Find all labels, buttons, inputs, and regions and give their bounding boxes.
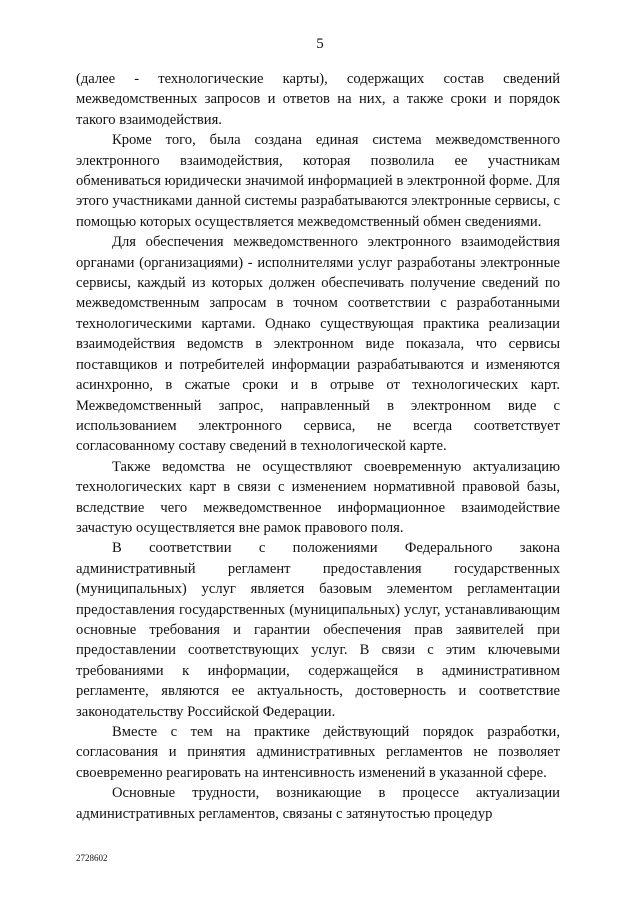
- paragraph: Вместе с тем на практике действующий порядок разработки, согласования и принятия административных регламентов не позволяет своевременно реагировать на интенсивность изменений в указанной сфере.: [76, 724, 560, 781]
- document-code: 2728602: [76, 853, 108, 863]
- paragraph: В соответствии с положениями Федерального закона административный регламент предоставления государственных (муниципальных) услуг является базовым элементом регламентации предоставления государственных (муниципальных) услуг, устанавливающим основные требования и гарантии обеспечения прав заявителей при предоставлении соответствующих услуг. В связи с этим ключевыми требованиями к информации, содержащейся в административном регламенте, являются ее актуальность, достоверность и соответствие законодательству Российской Федерации.: [76, 540, 560, 720]
- document-body: [76, 69, 560, 824]
- paragraph: Кроме того, была создана единая система межведомственного электронного взаимодействия, которая позволила ее участникам обмениваться юридически значимой информацией в электронной форме. Для этого участниками данной системы разрабатываются электронные сервисы, с помощью которых осуществляется межведомственный обмен сведениями.: [76, 132, 560, 230]
- page-number: 5: [316, 36, 324, 52]
- paragraph: Также ведомства не осуществляют своевременную актуализацию технологических карт в связи с изменением нормативной правовой базы, вследствие чего межведомственное информационное взаимодействие зачастую осуществляется вне рамок правового поля.: [76, 458, 560, 536]
- paragraph: Для обеспечения межведомственного электронного взаимодействия органами (организациями) - исполнителями услуг разработаны электронные сервисы, каждый из которых должен обеспечивать получение сведений по межведомственным запросам в точном соответствии с разработанными технологическими картами. Однако существующая практика реализации взаимодействия ведомств в электронном виде показала, что сервисы поставщиков и потребителей информации разрабатываются и изменяются асинхронно, в сжатые сроки и в отрыве от технологических карт. Межведомственный запрос, направленный в электронном виде с использованием электронного сервиса, не всегда соответствует согласованному составу сведений в технологической карте.: [76, 234, 560, 455]
- paragraph: Основные трудности, возникающие в процессе актуализации административных регламентов, связаны с затянутостью процедур: [76, 785, 560, 822]
- paragraph-continuation: (далее - технологические карты), содержащих состав сведений межведомственных запросов и ответов на них, а также сроки и порядок такого взаимодействия.: [76, 71, 560, 128]
